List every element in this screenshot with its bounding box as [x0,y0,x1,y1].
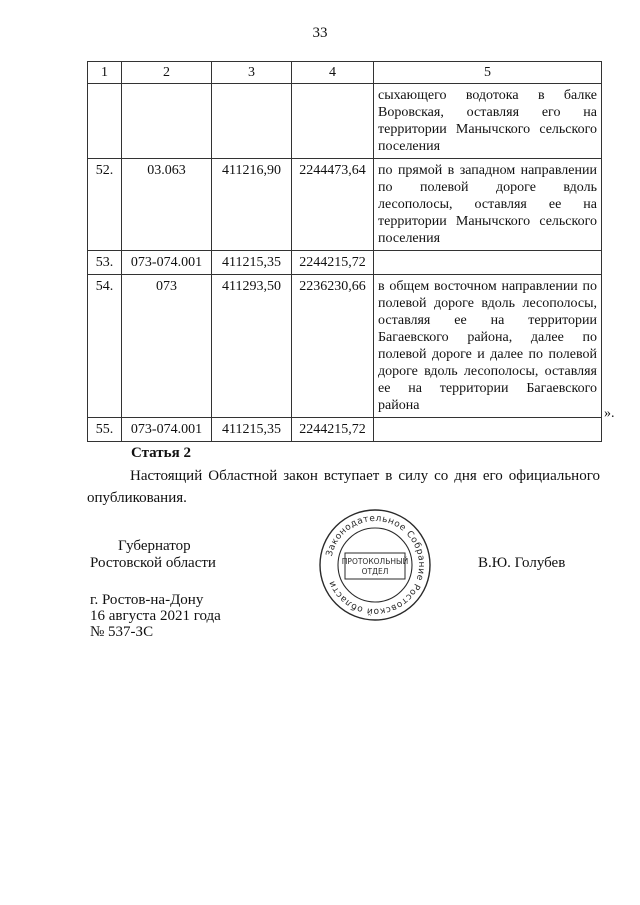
column-header: 3 [212,62,292,84]
seal-outer-text: Законодательное Собрание Ростовской области [324,513,427,617]
coord-y [292,84,374,159]
row-number: 53. [88,251,122,275]
coord-y: 2236230,66 [292,275,374,418]
point-code: 073-074.001 [122,418,212,442]
closing-quote: ». [604,406,615,421]
table-row [88,251,602,275]
column-header: 2 [122,62,212,84]
column-header: 4 [292,62,374,84]
seal-inner-text-2: ОТДЕЛ [361,567,389,576]
article-text: Настоящий Областной закон вступает в силу со дня его официального опубликования. [87,468,600,506]
point-code [122,84,212,159]
table-row [88,275,602,418]
place-and-date [90,592,221,640]
signatory-name: В.Ю. Голубев [478,555,566,571]
coord-x: 411215,35 [212,251,292,275]
coord-x: 411293,50 [212,275,292,418]
row-number: 54. [88,275,122,418]
seal-inner-text-1: ПРОТОКОЛЬНЫЙ [341,557,409,566]
column-header: 5 [374,62,602,84]
table-row [88,84,602,159]
official-seal-stamp [317,507,433,623]
signatory-title: Губернатор [118,538,191,554]
signing-date: 16 августа 2021 года [90,608,221,624]
coord-x: 411215,35 [212,418,292,442]
boundary-description [374,418,602,442]
city: г. Ростов-на-Дону [90,592,204,608]
coord-x: 411216,90 [212,159,292,251]
table-row [88,418,602,442]
row-number [88,84,122,159]
coord-y: 2244473,64 [292,159,374,251]
article-title: Статья 2 [131,445,191,461]
point-code: 073-074.001 [122,251,212,275]
boundary-description: сыхающего водотока в балке Воровская, оставляя его на территории Манычского сельского поселения [374,84,602,159]
table-header-row [88,62,602,84]
boundary-description: по прямой в западном направлении по полевой дороге вдоль лесополосы, оставляя ее на территории Манычского сельского поселения [374,159,602,251]
point-code: 03.063 [122,159,212,251]
point-code: 073 [122,275,212,418]
page-number: 33 [312,25,328,41]
table-row [88,159,602,251]
signatory-region: Ростовской области [90,555,216,571]
row-number: 55. [88,418,122,442]
boundary-description [374,251,602,275]
row-number: 52. [88,159,122,251]
coordinates-table [87,61,602,442]
coord-y: 2244215,72 [292,418,374,442]
law-number: № 537-ЗС [90,624,154,640]
coord-y: 2244215,72 [292,251,374,275]
column-header: 1 [88,62,122,84]
seal-graphic [317,507,433,623]
boundary-description: в общем восточном направлении по полевой дороге вдоль лесополосы, оставляя ее на территории Багаевского района, далее по полевой дороге и далее по полевой дороге вдоль лесополосы, оставляя ее на территории Багаевского района [374,275,602,418]
coord-x [212,84,292,159]
